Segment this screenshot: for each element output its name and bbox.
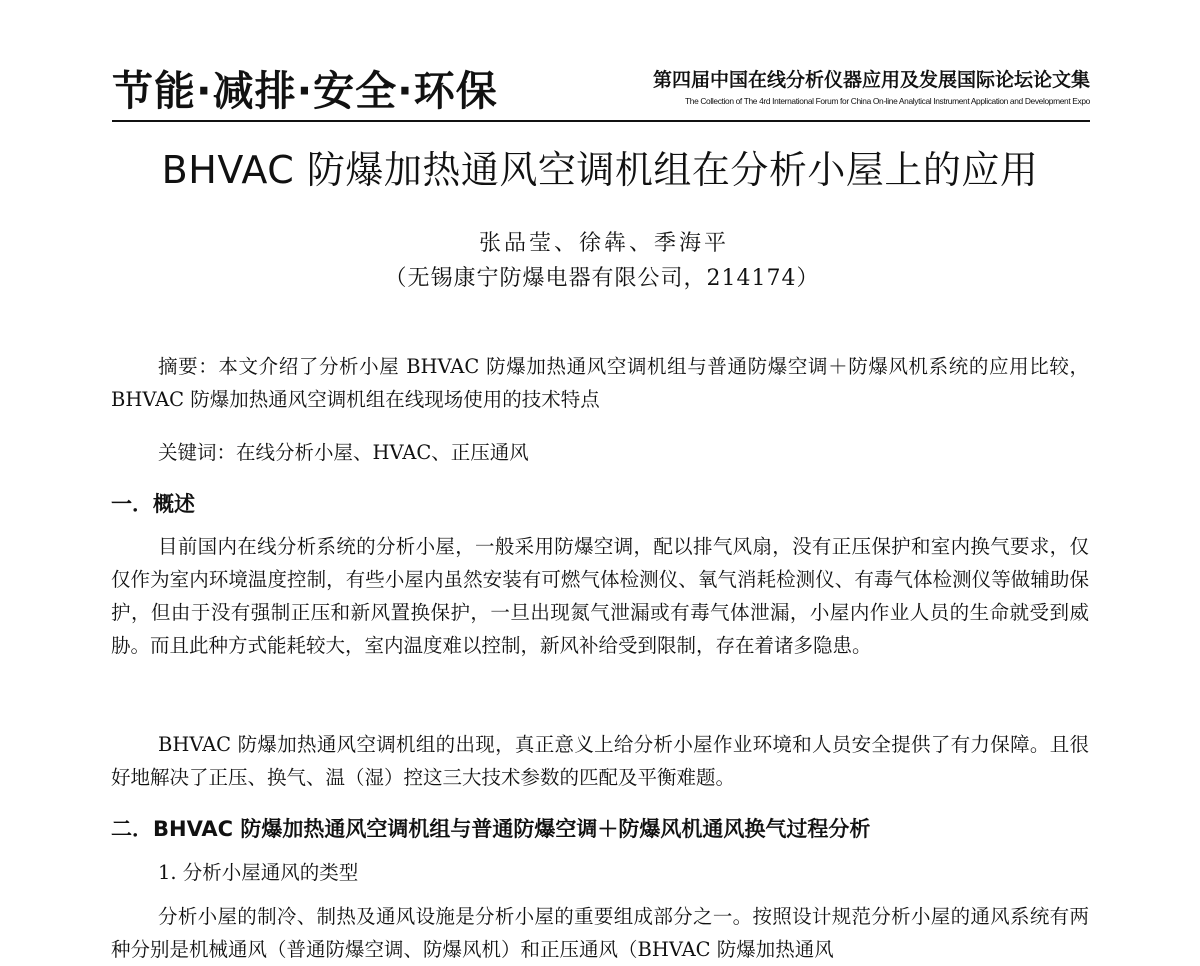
section-2-paragraph-1 [111,900,1089,966]
paragraph-text: 分析小屋的制冷、制热及通风设施是分析小屋的重要组成部分之一。按照设计规范分析小屋的通风系统有两种分别是机械通风（普通防爆空调、防爆风机）和正压通风（BHVAC 防爆加热通风 [111,905,1089,961]
abstract [111,350,1089,416]
series-title: 节能·减排·安全·环保 [112,67,498,115]
subheading-text: 1. 分析小屋通风的类型 [158,861,359,884]
conference-title-en: The Collection of The 4rd International Forum for China On-line Analytical Instrument Application and Development Expo [685,96,1090,106]
paragraph-text: 目前国内在线分析系统的分析小屋，一般采用防爆空调，配以排气风扇，没有正压保护和室内换气要求，仅仅作为室内环境温度控制，有些小屋内虽然安装有可燃气体检测仪、氧气消耗检测仪、有毒气体检测仪等做辅助保护，但由于没有强制正压和新风置换保护，一旦出现氮气泄漏或有毒气体泄漏，小屋内作业人员的生命就受到威胁。而且此种方式能耗较大，室内温度难以控制，新风补给受到限制，存在着诸多隐患。 [111,535,1089,657]
abstract-label: 摘要： [158,355,219,378]
paper-title: BHVAC 防爆加热通风空调机组在分析小屋上的应用 [161,148,1039,192]
header-rule [112,120,1090,122]
conference-title-cn: 第四届中国在线分析仪器应用及发展国际论坛论文集 [652,69,1090,91]
paper-affiliation: （无锡康宁防爆电器有限公司，214174） [384,266,820,291]
section-2 [111,812,1089,846]
running-header [112,62,1090,122]
keywords-text: 在线分析小屋、HVAC、正压通风 [236,441,529,464]
section-1-paragraph-1 [111,530,1089,662]
abstract-text: 本文介绍了分析小屋 BHVAC 防爆加热通风空调机组与普通防爆空调＋防爆风机系统的应用比较，BHVAC 防爆加热通风空调机组在线现场使用的技术特点 [111,355,1089,411]
keywords [111,436,1089,469]
section-2-heading: 二．BHVAC 防爆加热通风空调机组与普通防爆空调＋防爆风机通风换气过程分析 [111,817,871,841]
section-1 [111,487,1089,521]
section-1-paragraph-2 [111,728,1089,794]
section-1-heading: 一．概述 [111,492,195,516]
keywords-label: 关键词： [158,441,237,464]
paper-authors: 张品莹、徐犇、季海平 [478,231,729,256]
paragraph-text: BHVAC 防爆加热通风空调机组的出现，真正意义上给分析小屋作业环境和人员安全提供了有力保障。且很好地解决了正压、换气、温（湿）控这三大技术参数的匹配及平衡难题。 [111,733,1089,789]
section-2-subheading [111,856,1089,889]
